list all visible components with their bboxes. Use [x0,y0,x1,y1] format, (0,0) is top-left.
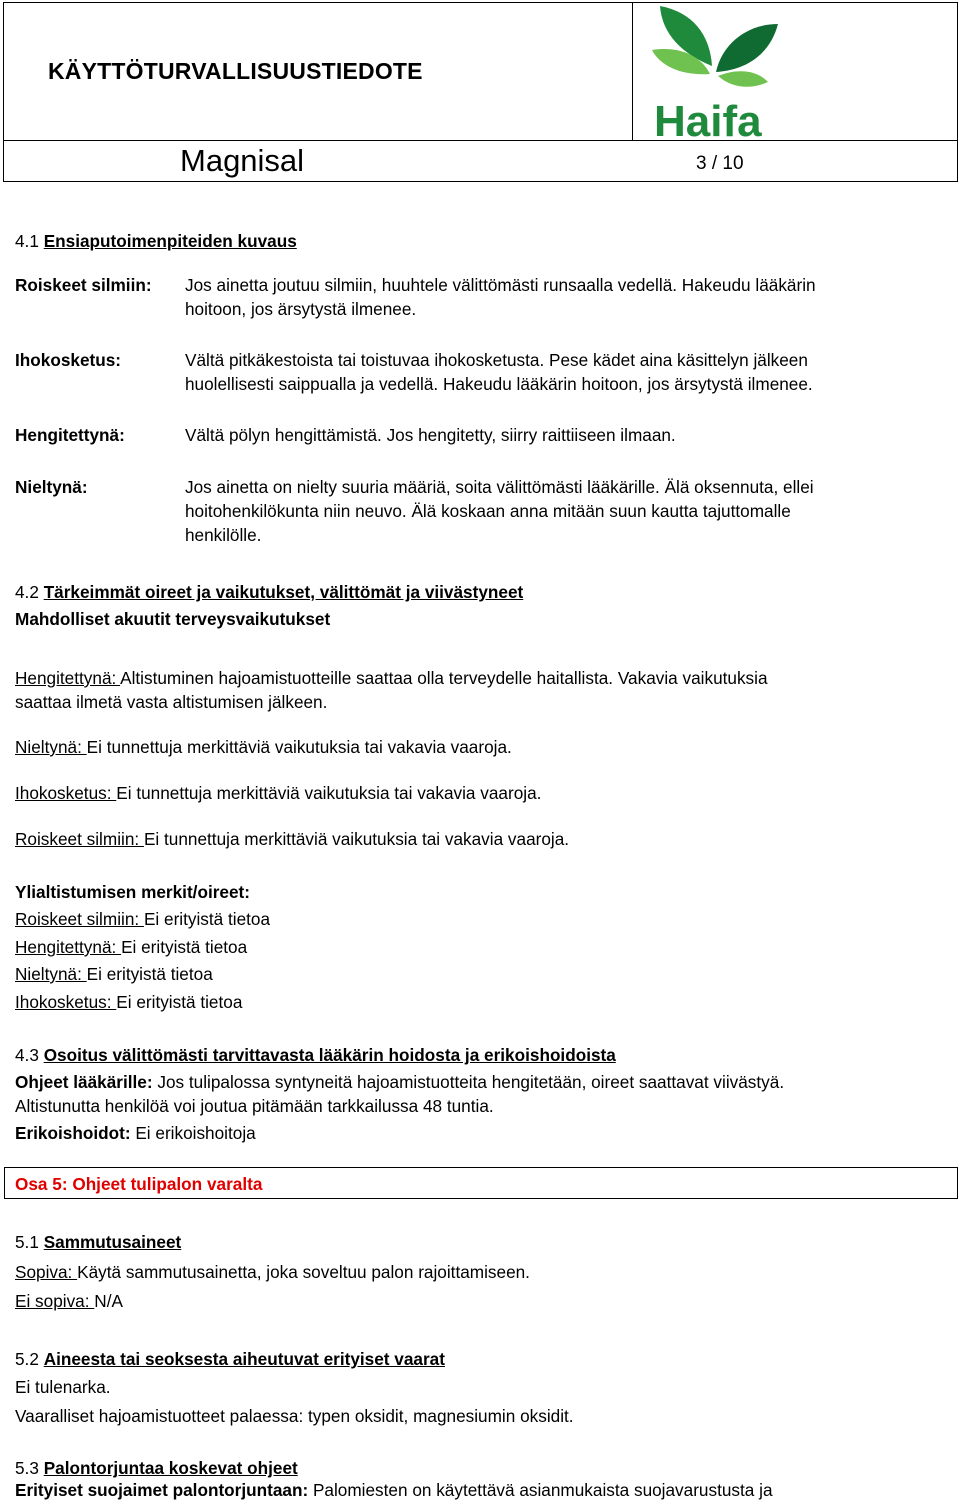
first-aid-inhal-text1: Vältä pölyn hengittämistä. Jos hengitetty, siirry raittiiseen ilmaan. [185,425,676,445]
first-aid-eyes-text1: Jos ainetta joutuu silmiin, huuhtele välittömästi runsaalla vedellä. Hakeudu lääkärin [185,275,816,295]
section-number: 5.1 [15,1232,39,1252]
firefighter-protection-text: Palomiesten on käytettävä asianmukaista suojavarustusta ja [308,1480,773,1500]
effect-inhal-line1 [15,666,768,690]
acute-effects-subtitle: Mahdolliset akuutit terveysvaikutukset [15,609,331,629]
heading-4-1 [15,229,297,253]
haifa-logo [652,4,782,138]
effect-ingest-label: Nieltynä: [15,737,87,757]
first-aid-inhal-label: Hengitettynä: [15,425,125,445]
suitable-media [15,1260,530,1284]
section-title: Sammutusaineet [43,1232,182,1252]
suitable-media-text: Käytä sammutusainetta, joka soveltuu palon rajoittamiseen. [77,1262,530,1282]
overexposure-label: Hengitettynä: [15,937,122,957]
first-aid-skin-text1: Vältä pitkäkestoista tai toistuvaa ihokosketusta. Pese kädet aina käsittelyn jälkeen [185,350,808,370]
document-title: KÄYTTÖTURVALLISUUSTIEDOTE [48,58,423,84]
hazard-line1: Ei tulenarka. [15,1377,111,1397]
page-number: 3 / 10 [696,153,744,174]
heading-4-3 [15,1043,616,1067]
section-title: Aineesta tai seoksesta aiheutuvat erityiset vaarat [43,1349,445,1369]
overexposure-row [15,907,270,931]
first-aid-ingest-text3: henkilölle. [185,525,262,545]
suitable-media-label: Sopiva: [15,1262,78,1282]
effect-skin-text: Ei tunnettuja merkittäviä vaikutuksia tai vakavia vaaroja. [116,783,542,803]
section-title: Tärkeimmät oireet ja vaikutukset, välittömät ja viivästyneet [43,582,524,602]
section-number: 5.3 [15,1458,39,1478]
unsuitable-media-label: Ei sopiva: [15,1291,95,1311]
doctor-notes-line2: Altistunutta henkilöä voi joutua pitämään tarkkailussa 48 tuntia. [15,1096,494,1116]
unsuitable-media [15,1289,123,1313]
section-number: 4.2 [15,582,39,602]
overexposure-row [15,990,242,1014]
section-5-title: Osa 5: Ohjeet tulipalon varalta [15,1174,263,1194]
header-product-cell [3,140,958,182]
section-number: 4.3 [15,1045,39,1065]
overexposure-row [15,935,247,959]
logo-leaf-right [716,24,778,72]
section-title: Osoitus välittömästi tarvittavasta lääkärin hoidosta ja erikoishoidoista [43,1045,616,1065]
overexposure-text: Ei erityistä tietoa [121,937,248,957]
effect-skin [15,781,541,805]
overexposure-label: Ihokosketus: [15,992,117,1012]
firefighter-protection [15,1478,773,1502]
effect-inhal-label: Hengitettynä: [15,668,121,688]
heading-4-2 [15,580,523,604]
section-number: 5.2 [15,1349,39,1369]
heading-5-3 [15,1456,298,1480]
overexposure-text: Ei erityistä tietoa [143,909,271,929]
heading-5-2 [15,1347,445,1371]
overexposure-row [15,962,213,986]
effect-eyes-label: Roiskeet silmiin: [15,829,144,849]
overexposure-label: Roiskeet silmiin: [15,909,144,929]
effect-inhal-line2: saattaa ilmetä vasta altistumisen jälkeen. [15,692,328,712]
effect-eyes [15,827,569,851]
first-aid-eyes-text2: hoitoon, jos ärsytystä ilmenee. [185,299,417,319]
overexposure-text: Ei erityistä tietoa [86,964,213,984]
effect-ingest-text: Ei tunnettuja merkittäviä vaikutuksia tai vakavia vaaroja. [86,737,512,757]
section-title: Ensiaputoimenpiteiden kuvaus [43,231,297,251]
overexposure-text: Ei erityistä tietoa [116,992,243,1012]
logo-wordmark: Haifa [654,97,762,138]
special-treatment-label: Erikoishoidot: [15,1123,131,1143]
doctor-notes-label: Ohjeet lääkärille: [15,1072,153,1092]
section-number: 4.1 [15,231,39,251]
first-aid-ingest-text1: Jos ainetta on nielty suuria määriä, soita välittömästi lääkärille. Älä oksennuta, ellei [185,477,814,497]
document-header [3,2,958,182]
overexposure-label: Nieltynä: [15,964,87,984]
first-aid-eyes-label: Roiskeet silmiin: [15,275,152,295]
unsuitable-media-text: N/A [94,1291,123,1311]
logo-leaf-right-light [718,71,768,87]
first-aid-skin-label: Ihokosketus: [15,350,122,370]
special-treatment [15,1121,256,1145]
product-name: Magnisal [180,143,305,178]
doctor-notes-line1 [15,1070,784,1094]
first-aid-ingest-text2: hoitohenkilökunta niin neuvo. Älä koskaan anna mitään suun kautta tajuttomalle [185,501,791,521]
first-aid-ingest-label: Nieltynä: [15,477,88,497]
effect-inhal-text: Altistuminen hajoamistuotteille saattaa olla terveydelle haitallista. Vakavia vaikutuksia [120,668,768,688]
effect-eyes-text: Ei tunnettuja merkittäviä vaikutuksia tai vakavia vaaroja. [143,829,570,849]
firefighter-protection-label: Erityiset suojaimet palontorjuntaan: [15,1480,309,1500]
hazard-line2: Vaaralliset hajoamistuotteet palaessa: typen oksidit, magnesiumin oksidit. [15,1406,574,1426]
heading-5-1 [15,1230,181,1254]
effect-skin-label: Ihokosketus: [15,783,117,803]
overexposure-title: Ylialtistumisen merkit/oireet: [15,882,250,902]
first-aid-skin-text2: huolellisesti saippualla ja vedellä. Hakeudu lääkärin hoitoon, jos ärsytystä ilmenee. [185,374,813,394]
doctor-notes-text: Jos tulipalossa syntyneitä hajoamistuotteita hengitetään, oireet saattavat viivästyä. [152,1072,785,1092]
section-title: Palontorjuntaa koskevat ohjeet [43,1458,298,1478]
special-treatment-text: Ei erikoishoitoja [130,1123,256,1143]
effect-ingest [15,735,512,759]
